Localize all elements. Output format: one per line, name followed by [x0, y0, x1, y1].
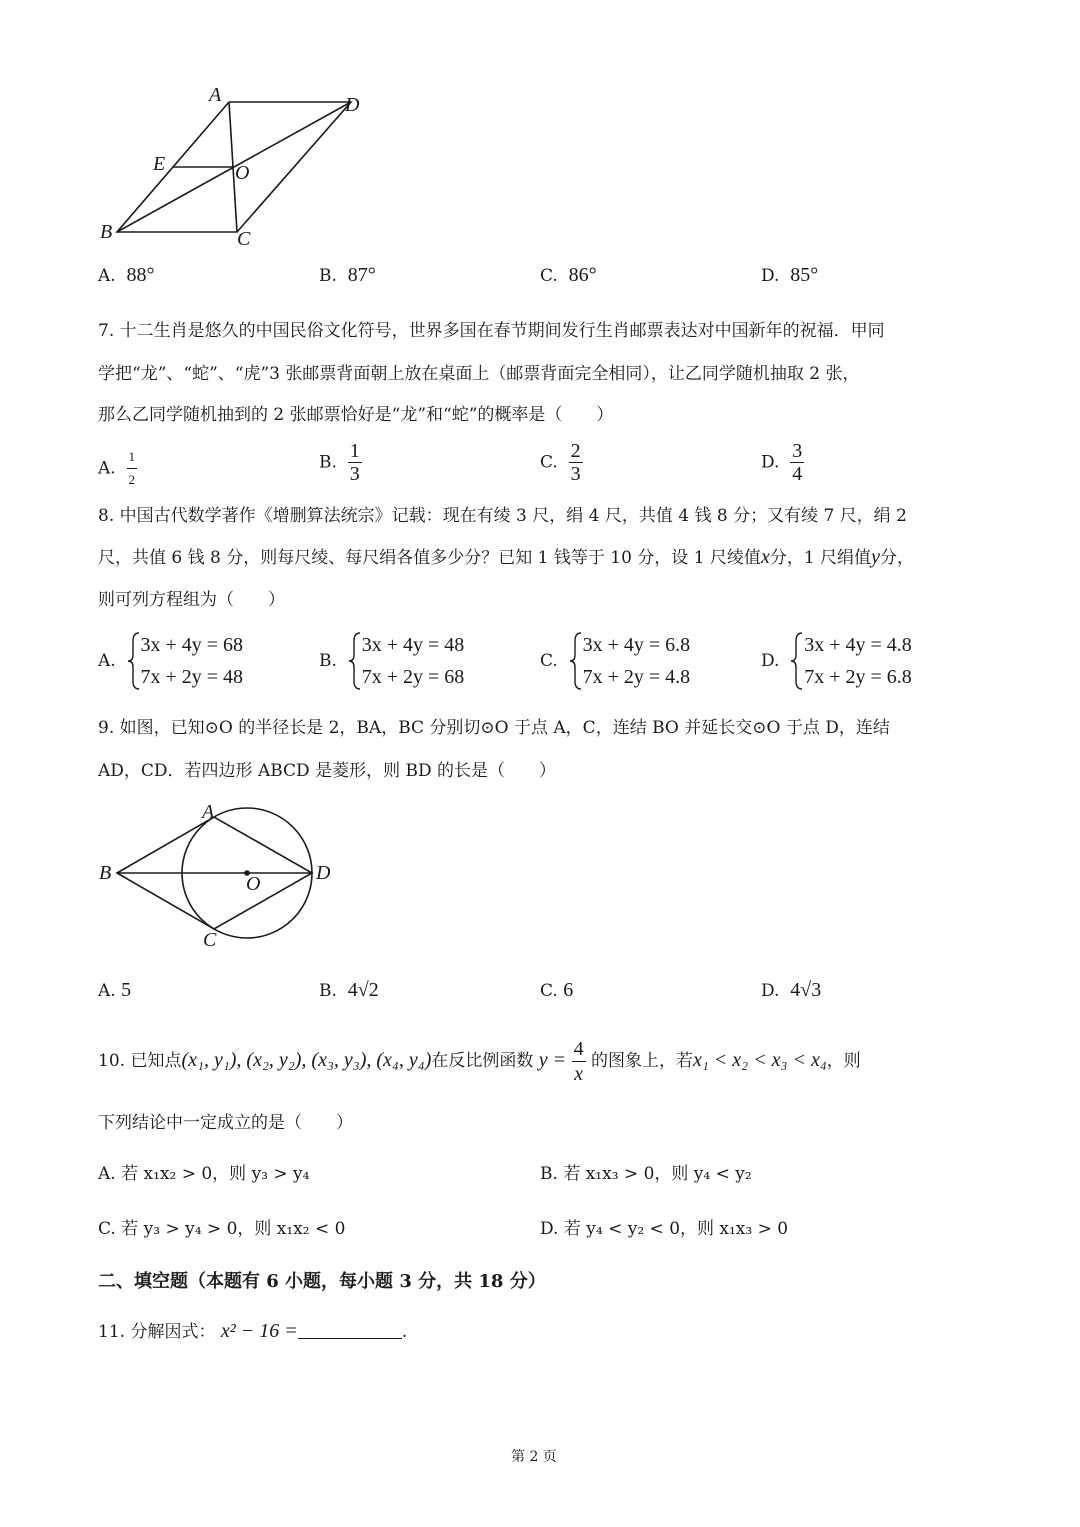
q7-option-b: B. $\frac{1}{3}$ [319, 440, 360, 485]
label-c: C [237, 228, 251, 250]
q7-option-a: A. $\frac{1}{2}$ [98, 446, 137, 491]
parallelogram-figure [95, 85, 385, 255]
rhombus-circle-figure [95, 800, 340, 955]
q10-line-2: 下列结论中一定成立的是（ ） [98, 1113, 353, 1133]
brace-icon [348, 631, 362, 691]
label-b: B [99, 862, 112, 884]
label-a: A [202, 801, 215, 823]
q8-option-b: B. 3x + 4y = 48 7x + 2y = 68 [319, 629, 464, 693]
q9-line-2: AD，CD．若四边形 ABCD 是菱形，则 BD 的长是（ ） [98, 761, 557, 781]
fraction: $\frac{2}{3}$ [570, 440, 581, 485]
q8-option-a: A. 3x + 4y = 68 7x + 2y = 48 [98, 629, 243, 693]
equation-system: 3x + 4y = 48 7x + 2y = 68 [348, 629, 465, 693]
q7-line-1: 7. 十二生肖是悠久的中国民俗文化符号，世界多国在春节期间发行生肖邮票表达对中国新年的祝福．甲同 [98, 321, 885, 341]
q8-option-d: D. 3x + 4y = 4.8 7x + 2y = 6.8 [761, 629, 912, 693]
label-b: B [100, 221, 113, 243]
q9-option-b: B. 4√2 [319, 979, 379, 1001]
q8-line-2: 尺，共值 6 钱 8 分，则每尺绫、每尺绢各值多少分？已知 1 钱等于 10 分，设 1 尺绫值x分，1 尺绢值y分， [98, 546, 914, 568]
q10-option-c: C. 若 y₃ > y₄ > 0，则 x₁x₂ < 0 [98, 1219, 346, 1239]
q10-line-1: 10. 已知点(x₁, y₁), (x₂, y₂), (x₃, y₃), (x₄, y₄)在反比例函数 y = $\frac{4}{x}$ 的图象上，若x₁ < x₂ < x₃ < x₄，则 [98, 1038, 861, 1085]
q11-line: 11. 分解因式： x² − 16 = . [98, 1320, 408, 1342]
q7-line-3: 那么乙同学随机抽到的 2 张邮票恰好是“龙”和“蛇”的概率是（ ） [98, 405, 614, 425]
q8-line-3: 则可列方程组为（ ） [98, 590, 285, 610]
q7-option-c: C. $\frac{2}{3}$ [540, 440, 581, 485]
label-d: D [345, 94, 360, 116]
fraction: $\frac{3}{4}$ [792, 440, 803, 485]
fraction: $\frac{1}{2}$ [127, 446, 138, 491]
q6-option-a: A. 88° [98, 264, 155, 286]
label-o: O [246, 873, 261, 895]
q9-option-a: A. 5 [98, 979, 132, 1001]
q7-line-2: 学把“龙”、“蛇”、“虎”3 张邮票背面朝上放在桌面上（邮票背面完全相同），让乙同学随机抽取 2 张， [98, 364, 860, 384]
label-o: O [235, 162, 250, 184]
label-e: E [153, 153, 166, 175]
brace-icon [127, 631, 141, 691]
q6-option-d: D. 85° [761, 264, 819, 286]
fraction: $\frac{1}{3}$ [349, 440, 360, 485]
label-c: C [203, 929, 217, 951]
q10-option-a: A. 若 x₁x₂ > 0，则 y₃ > y₄ [98, 1164, 310, 1184]
q9-option-d: D. 4√3 [761, 979, 822, 1001]
label-a: A [209, 85, 222, 106]
page-number: 第 2 页 [511, 1449, 557, 1465]
equation-system: 3x + 4y = 68 7x + 2y = 48 [127, 629, 244, 693]
brace-icon [790, 631, 804, 691]
q8-line-1: 8. 中国古代数学著作《增删算法统宗》记载：现在有绫 3 尺，绢 4 尺，共值 4 钱 8 分；又有绫 7 尺，绢 2 [98, 506, 907, 526]
q6-option-c: C. 86° [540, 264, 597, 286]
answer-blank [298, 1322, 402, 1339]
q7-option-d: D. $\frac{3}{4}$ [761, 440, 803, 485]
q9-line-1: 9. 如图，已知⊙O 的半径长是 2，BA，BC 分别切⊙O 于点 A，C，连结 BO 并延长交⊙O 于点 D，连结 [98, 718, 890, 738]
q10-option-d: D. 若 y₄ < y₂ < 0，则 x₁x₃ > 0 [540, 1219, 789, 1239]
function-fraction: $\frac{4}{x}$ [573, 1038, 584, 1085]
brace-icon [569, 631, 583, 691]
q6-option-b: B. 87° [319, 264, 376, 286]
section-title: 二、填空题（本题有 6 小题，每小题 3 分，共 18 分） [98, 1271, 546, 1292]
label-d: D [316, 862, 331, 884]
q10-option-b: B. 若 x₁x₃ > 0，则 y₄ < y₂ [540, 1164, 752, 1184]
equation-system: 3x + 4y = 4.8 7x + 2y = 6.8 [790, 629, 912, 693]
q8-option-c: C. 3x + 4y = 6.8 7x + 2y = 4.8 [540, 629, 690, 693]
equation-system: 3x + 4y = 6.8 7x + 2y = 4.8 [569, 629, 691, 693]
q9-option-c: C. 6 [540, 979, 574, 1001]
